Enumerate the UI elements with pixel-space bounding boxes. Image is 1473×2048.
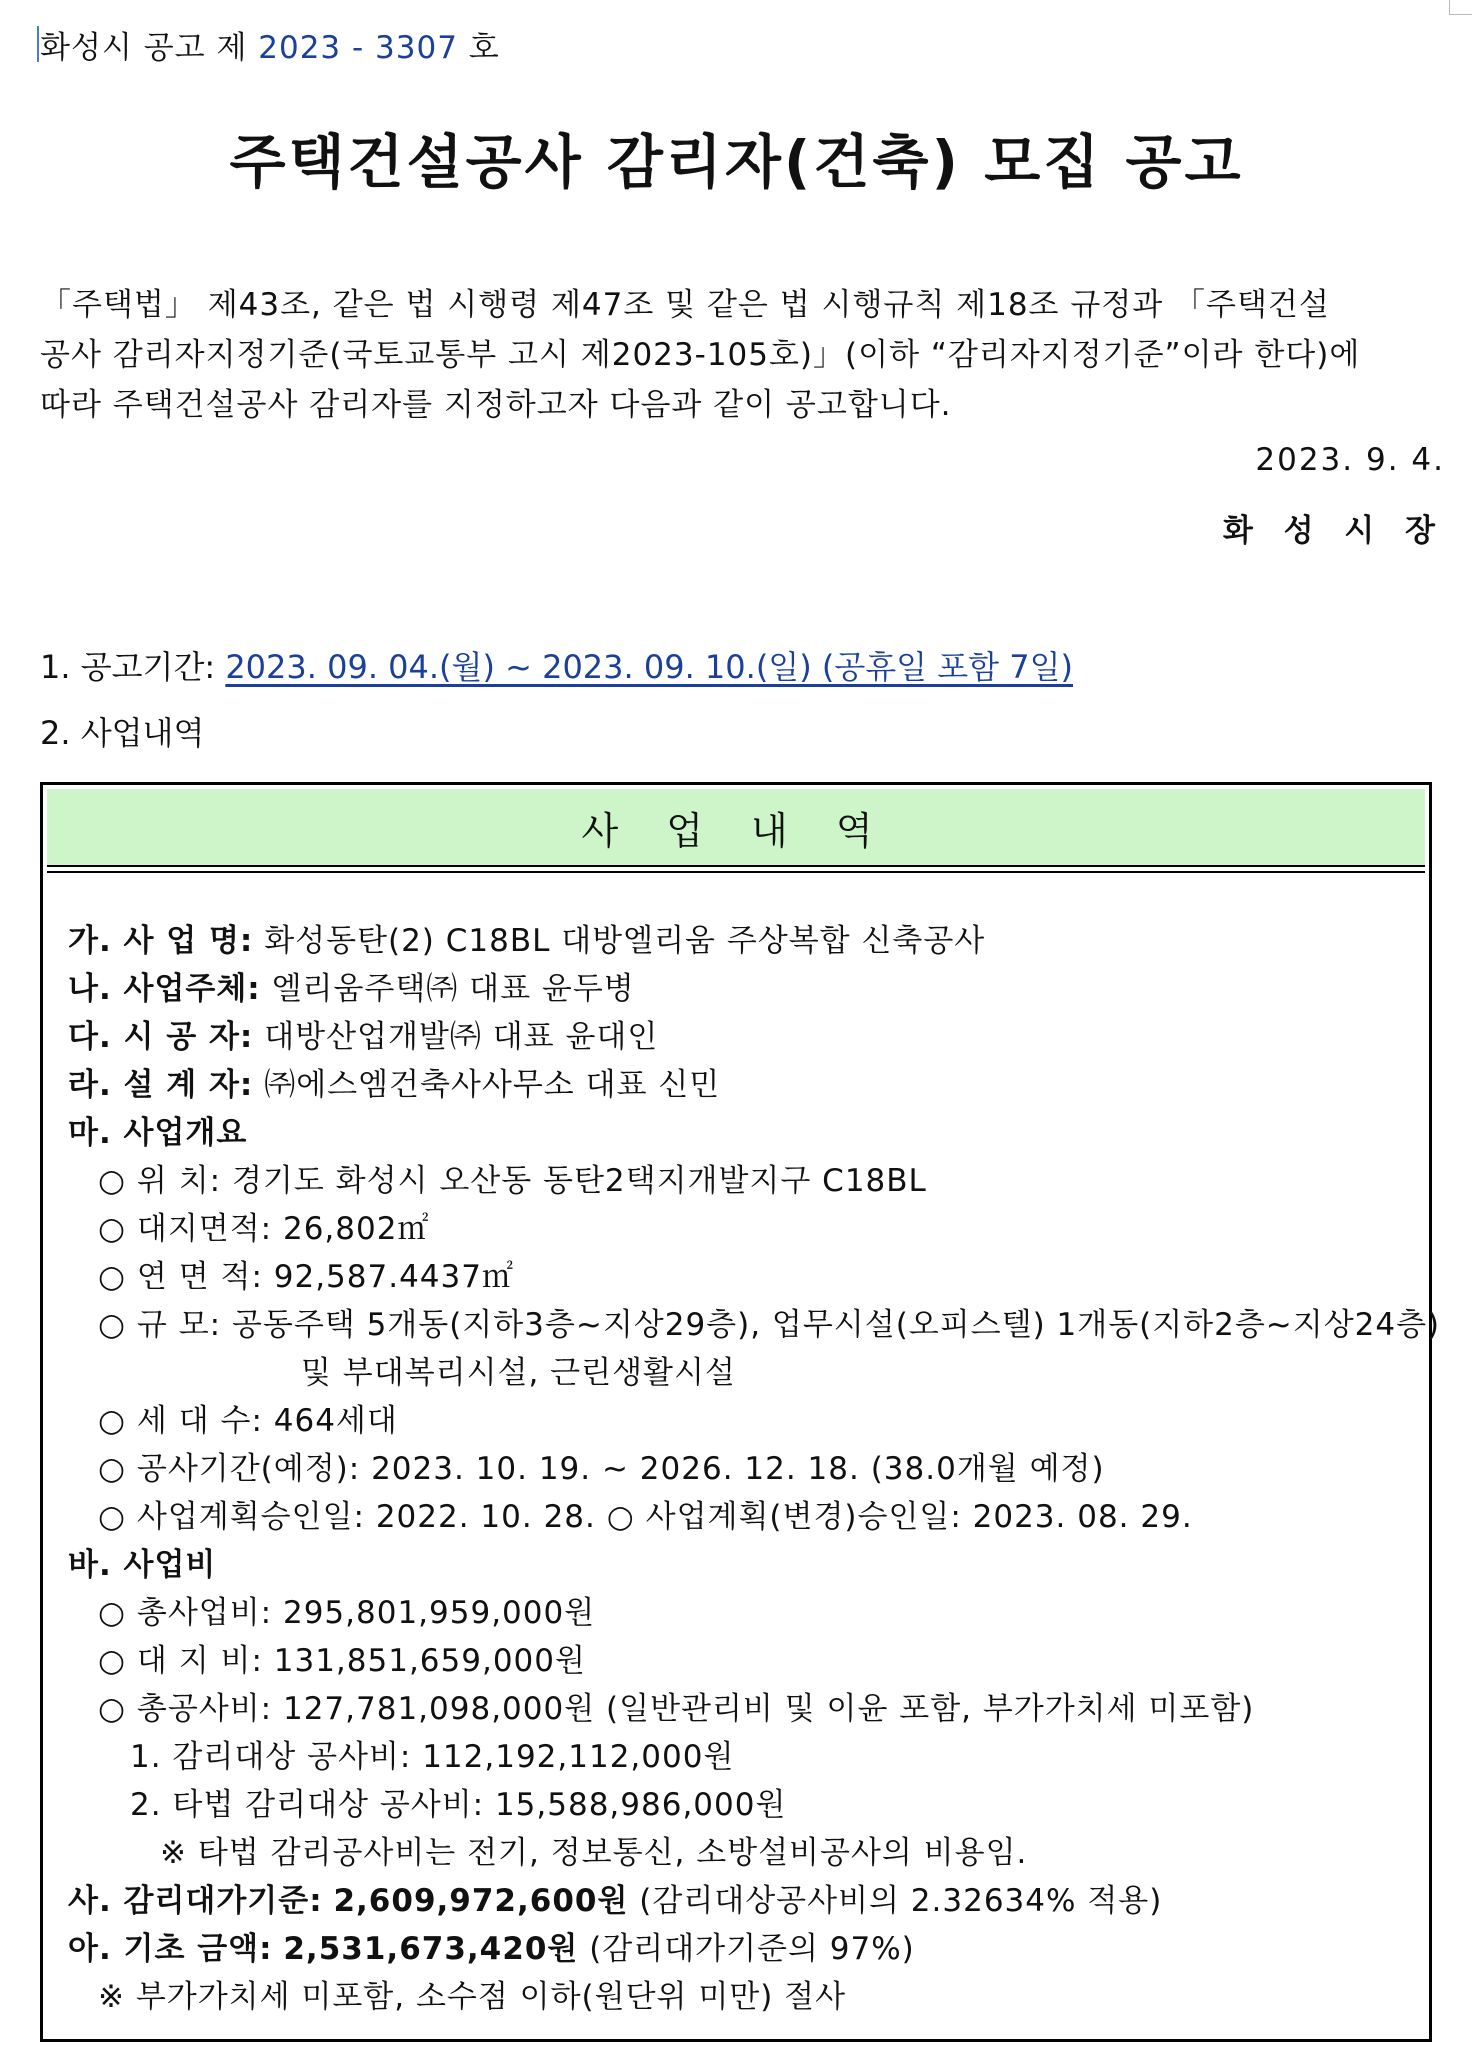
overview-construction-period: ○ 공사기간(예정): 2023. 10. 19. ~ 2026. 12. 18. (38.0개월 예정): [98, 1451, 1105, 1487]
notice-number: 2023 - 3307: [258, 30, 458, 66]
page-title: 주택건설공사 감리자(건축) 모집 공고: [229, 128, 1244, 196]
cost-total-construction: ○ 총공사비: 127,781,098,000원 (일반관리비 및 이윤 포함, 부가가치세 미포함): [98, 1691, 1255, 1727]
page-corner-mark: [1449, 0, 1472, 15]
base-amount-row: 아. 기초 금액: 2,531,673,420원 (감리대가기준의 97%): [68, 1931, 915, 1967]
overview-location: ○ 위 치: 경기도 화성시 오산동 동탄2택지개발지구 C18BL: [98, 1163, 927, 1199]
header-divider: [47, 871, 1425, 873]
cost-supervision-target: 1. 감리대상 공사비: 112,192,112,000원: [130, 1739, 735, 1775]
overview-approval-dates: ○ 사업계획승인일: 2022. 10. 28. ○ 사업계획(변경)승인일: 2023. 08. 29.: [98, 1499, 1193, 1535]
supervision-fee-row: 사. 감리대가기준: 2,609,972,600원 (감리대상공사비의 2.32634% 적용): [68, 1883, 1163, 1919]
developer-row: 나. 사업주체: 엘리움주택㈜ 대표 윤두병: [68, 971, 635, 1007]
intro-paragraph: 「주택법」 제43조, 같은 법 시행령 제47조 및 같은 법 시행규칙 제18조 규정과 「주택건설 공사 감리자지정기준(국토교통부 고시 제2023-105호)」(이하 “감리자지정기준”이라 한다)에 따라 주택건설공사 감리자를 지정하고자 다음과 같이 공고합니다.: [40, 287, 1361, 423]
overview-households: ○ 세 대 수: 464세대: [98, 1403, 398, 1439]
section-business-details: 2. 사업내역: [40, 714, 205, 752]
notice-date: 2023. 9. 4.: [1255, 442, 1445, 478]
overview-site-area: ○ 대지면적: 26,802㎡: [98, 1211, 430, 1247]
overview-scale-cont: 및 부대복리시설, 근린생활시설: [301, 1355, 736, 1391]
business-details-box: [40, 782, 1441, 2042]
text-cursor: [37, 26, 39, 62]
vat-footnote: ※ 부가가치세 미포함, 소수점 이하(원단위 미만) 절사: [98, 1979, 847, 2015]
box-header: 사 업 내 역: [47, 789, 1425, 867]
cost-note: ※ 타법 감리공사비는 전기, 정보통신, 소방설비공사의 비용임.: [160, 1835, 1028, 1871]
section-announcement-period: 1. 공고기간: 2023. 09. 04.(월) ~ 2023. 09. 10.(일) (공휴일 포함 7일): [40, 648, 1074, 686]
announcement-period-value: 2023. 09. 04.(월) ~ 2023. 09. 10.(일) (공휴일 포함 7일): [225, 648, 1074, 686]
issuer: 화 성 시 장: [1222, 513, 1445, 549]
overview-floor-area: ○ 연 면 적: 92,587.4437㎡: [98, 1259, 514, 1295]
contractor-row: 다. 시 공 자: 대방산업개발㈜ 대표 윤대인: [68, 1019, 659, 1055]
project-name-row: 가. 사 업 명: 화성동탄(2) C18BL 대방엘리움 주상복합 신축공사: [68, 923, 986, 959]
cost-other-law-target: 2. 타법 감리대상 공사비: 15,588,986,000원: [130, 1787, 787, 1823]
cost-total-project: ○ 총사업비: 295,801,959,000원: [98, 1595, 596, 1631]
project-cost-heading: 바. 사업비: [68, 1547, 217, 1583]
notice-reference: 화성시 공고 제 2023 - 3307 호: [40, 30, 500, 66]
designer-row: 라. 설 계 자: ㈜에스엠건축사사무소 대표 신민: [68, 1067, 721, 1103]
overview-scale: ○ 규 모: 공동주택 5개동(지하3층~지상29층), 업무시설(오피스텔) 1개동(지하2층~지상24층): [98, 1307, 1441, 1343]
project-overview-heading: 마. 사업개요: [68, 1115, 248, 1151]
cost-land: ○ 대 지 비: 131,851,659,000원: [98, 1643, 586, 1679]
